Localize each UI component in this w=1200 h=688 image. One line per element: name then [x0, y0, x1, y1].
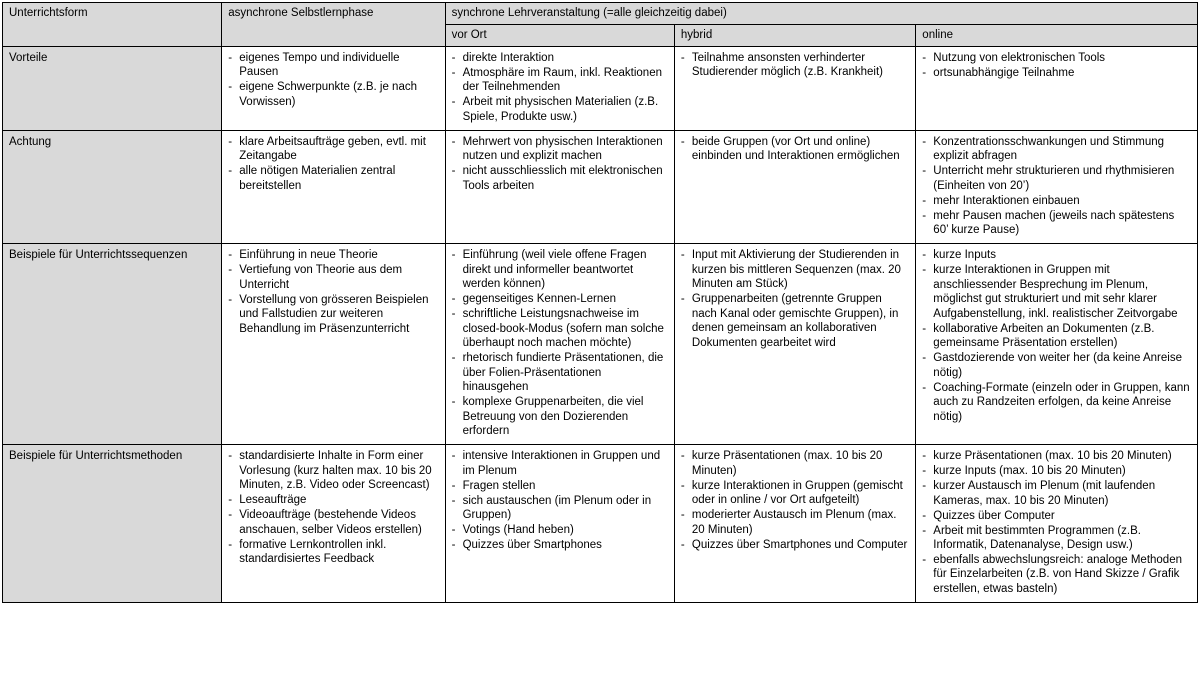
- unterrichtsformen-table: [2, 2, 1198, 603]
- table-row: [3, 244, 1198, 445]
- cell-hybrid: [674, 244, 915, 445]
- list-item: - mehr Pausen machen (jeweils nach spätestens 60’ kurze Pause): [922, 209, 1191, 238]
- table-body: [3, 47, 1198, 603]
- row-label: [3, 47, 222, 131]
- cell-hybrid: [674, 47, 915, 131]
- header-hybrid: hybrid: [674, 25, 915, 47]
- list-item: - moderierter Austausch im Plenum (max. 20 Minuten): [681, 508, 909, 537]
- list-item: - standardisierte Inhalte in Form einer Vorlesung (kurz halten max. 10 bis 20 Minuten, z.B. Video oder Screencast): [228, 449, 438, 492]
- list-item: - sich austauschen (im Plenum oder in Gruppen): [452, 494, 668, 523]
- list-item: - Einführung (weil viele offene Fragen direkt und informeller beantwortet werden können): [452, 248, 668, 291]
- row-label-text: Vorteile: [9, 52, 48, 64]
- list-item: - Nutzung von elektronischen Tools: [922, 51, 1191, 65]
- list-item: - Votings (Hand heben): [452, 523, 668, 537]
- list-item: - formative Lernkontrollen inkl. standardisiertes Feedback: [228, 538, 438, 567]
- list-item: - Mehrwert von physischen Interaktionen nutzen und explizit machen: [452, 135, 668, 164]
- list-item: - Gastdozierende von weiter her (da keine Anreise nötig): [922, 351, 1191, 380]
- cell-online: [916, 244, 1198, 445]
- row-label-text: Beispiele für Unterrichtssequenzen: [9, 249, 188, 262]
- cell-asynchrone-selbstlernphase: [222, 130, 445, 243]
- list-item: - Quizzes über Smartphones und Computer: [681, 538, 909, 552]
- table-row: [3, 47, 1198, 131]
- bullet-list: [228, 135, 438, 193]
- list-item: - Vertiefung von Theorie aus dem Unterricht: [228, 263, 438, 292]
- list-item: - klare Arbeitsaufträge geben, evtl. mit Zeitangabe: [228, 135, 438, 164]
- cell-hybrid: [674, 130, 915, 243]
- table-header-row-1: [3, 3, 1198, 25]
- cell-online: [916, 445, 1198, 603]
- bullet-list: [452, 248, 668, 438]
- bullet-list: [922, 248, 1191, 424]
- bullet-list: [452, 135, 668, 193]
- table-row: [3, 445, 1198, 603]
- cell-online: [916, 47, 1198, 131]
- list-item: - Unterricht mehr strukturieren und rhythmisieren (Einheiten von 20’): [922, 164, 1191, 193]
- header-online: online: [916, 25, 1198, 47]
- list-item: - Konzentrationsschwankungen und Stimmung explizit abfragen: [922, 135, 1191, 164]
- cell-asynchrone-selbstlernphase: [222, 47, 445, 131]
- list-item: - kurze Interaktionen in Gruppen mit anschliessender Besprechung im Plenum, möglichst gut strukturiert und mit sehr klarer Aufgabenstellung, inkl. realistischer Zeitvorgabe: [922, 263, 1191, 321]
- header-vor-ort: vor Ort: [445, 25, 674, 47]
- bullet-list: [681, 51, 909, 80]
- header-synchrone-lehrveranstaltung: synchrone Lehrveranstaltung (=alle gleichzeitig dabei): [445, 3, 1197, 25]
- list-item: - kollaborative Arbeiten an Dokumenten (z.B. gemeinsame Präsentation erstellen): [922, 322, 1191, 351]
- list-item: - kurzer Austausch im Plenum (mit laufenden Kameras, max. 10 bis 20 Minuten): [922, 479, 1191, 508]
- list-item: - kurze Inputs (max. 10 bis 20 Minuten): [922, 464, 1191, 478]
- list-item: - alle nötigen Materialien zentral bereitstellen: [228, 164, 438, 193]
- cell-vor-ort: [445, 244, 674, 445]
- header-unterrichtsform: Unterrichtsform: [3, 3, 222, 47]
- row-label: [3, 244, 222, 445]
- cell-asynchrone-selbstlernphase: [222, 244, 445, 445]
- list-item: - Arbeit mit physischen Materialien (z.B. Spiele, Produkte usw.): [452, 95, 668, 124]
- list-item: - eigene Schwerpunkte (z.B. je nach Vorwissen): [228, 80, 438, 109]
- row-label-text: Achtung: [9, 135, 52, 148]
- list-item: - Coaching-Formate (einzeln oder in Gruppen, kann auch zu Randzeiten erfolgen, da keine Anreise nötig): [922, 381, 1191, 424]
- row-label: [3, 130, 222, 243]
- list-item: - beide Gruppen (vor Ort und online) einbinden und Interaktionen ermöglichen: [681, 135, 909, 164]
- list-item: - Atmosphäre im Raum, inkl. Reaktionen der Teilnehmenden: [452, 66, 668, 95]
- list-item: - Leseaufträge: [228, 493, 438, 507]
- bullet-list: [228, 449, 438, 566]
- list-item: - intensive Interaktionen in Gruppen und im Plenum: [452, 449, 668, 478]
- list-item: - schriftliche Leistungsnachweise im closed-book-Modus (sofern man solche überhaupt noch machen möchte): [452, 307, 668, 350]
- list-item: - kurze Interaktionen in Gruppen (gemischt oder in online / vor Ort aufgeteilt): [681, 479, 909, 508]
- bullet-list: [922, 51, 1191, 80]
- list-item: - Fragen stellen: [452, 479, 668, 493]
- bullet-list: [228, 51, 438, 109]
- cell-vor-ort: [445, 130, 674, 243]
- cell-vor-ort: [445, 445, 674, 603]
- list-item: - Gruppenarbeiten (getrennte Gruppen nach Kanal oder gemischte Gruppen), in denen gemeinsam an kollaborativen Dokumenten gearbeitet wird: [681, 292, 909, 350]
- list-item: - kurze Präsentationen (max. 10 bis 20 Minuten): [681, 449, 909, 478]
- list-item: - mehr Interaktionen einbauen: [922, 194, 1191, 208]
- list-item: - nicht ausschliesslich mit elektronischen Tools arbeiten: [452, 164, 668, 193]
- cell-online: [916, 130, 1198, 243]
- list-item: - kurze Inputs: [922, 248, 1191, 262]
- bullet-list: [228, 248, 438, 336]
- cell-hybrid: [674, 445, 915, 603]
- bullet-list: [681, 135, 909, 164]
- cell-asynchrone-selbstlernphase: [222, 445, 445, 603]
- bullet-list: [452, 51, 668, 124]
- row-label-text: Beispiele für Unterrichtsmethoden: [9, 450, 183, 463]
- list-item: - gegenseitiges Kennen-Lernen: [452, 292, 668, 306]
- list-item: - Quizzes über Computer: [922, 509, 1191, 523]
- list-item: - rhetorisch fundierte Präsentationen, die über Folien-Präsentationen hinausgehen: [452, 351, 668, 394]
- list-item: - eigenes Tempo und individuelle Pausen: [228, 51, 438, 80]
- list-item: - Teilnahme ansonsten verhinderter Studierender möglich (z.B. Krankheit): [681, 51, 909, 80]
- list-item: - Einführung in neue Theorie: [228, 248, 438, 262]
- list-item: - direkte Interaktion: [452, 51, 668, 65]
- list-item: - ortsunabhängige Teilnahme: [922, 66, 1191, 80]
- list-item: - Vorstellung von grösseren Beispielen und Fallstudien zur weiteren Behandlung im Präsenzunterricht: [228, 293, 438, 336]
- bullet-list: [681, 248, 909, 350]
- header-asynchrone-selbstlernphase: asynchrone Selbstlernphase: [222, 3, 445, 47]
- bullet-list: [452, 449, 668, 552]
- bullet-list: [922, 135, 1191, 238]
- row-label: [3, 445, 222, 603]
- list-item: - Quizzes über Smartphones: [452, 538, 668, 552]
- list-item: - komplexe Gruppenarbeiten, die viel Betreuung von den Dozierenden erfordern: [452, 395, 668, 438]
- list-item: - Videoaufträge (bestehende Videos anschauen, selber Videos erstellen): [228, 508, 438, 537]
- table-row: [3, 130, 1198, 243]
- list-item: - Arbeit mit bestimmten Programmen (z.B. Informatik, Datenanalyse, Design usw.): [922, 524, 1191, 553]
- bullet-list: [681, 449, 909, 552]
- list-item: - Input mit Aktivierung der Studierenden in kurzen bis mittleren Sequenzen (max. 20 Minuten am Stück): [681, 248, 909, 291]
- list-item: - ebenfalls abwechslungsreich: analoge Methoden für Einzelarbeiten (z.B. von Hand Skizze / Grafik erstellen, etwas basteln): [922, 553, 1191, 596]
- cell-vor-ort: [445, 47, 674, 131]
- list-item: - kurze Präsentationen (max. 10 bis 20 Minuten): [922, 449, 1191, 463]
- bullet-list: [922, 449, 1191, 596]
